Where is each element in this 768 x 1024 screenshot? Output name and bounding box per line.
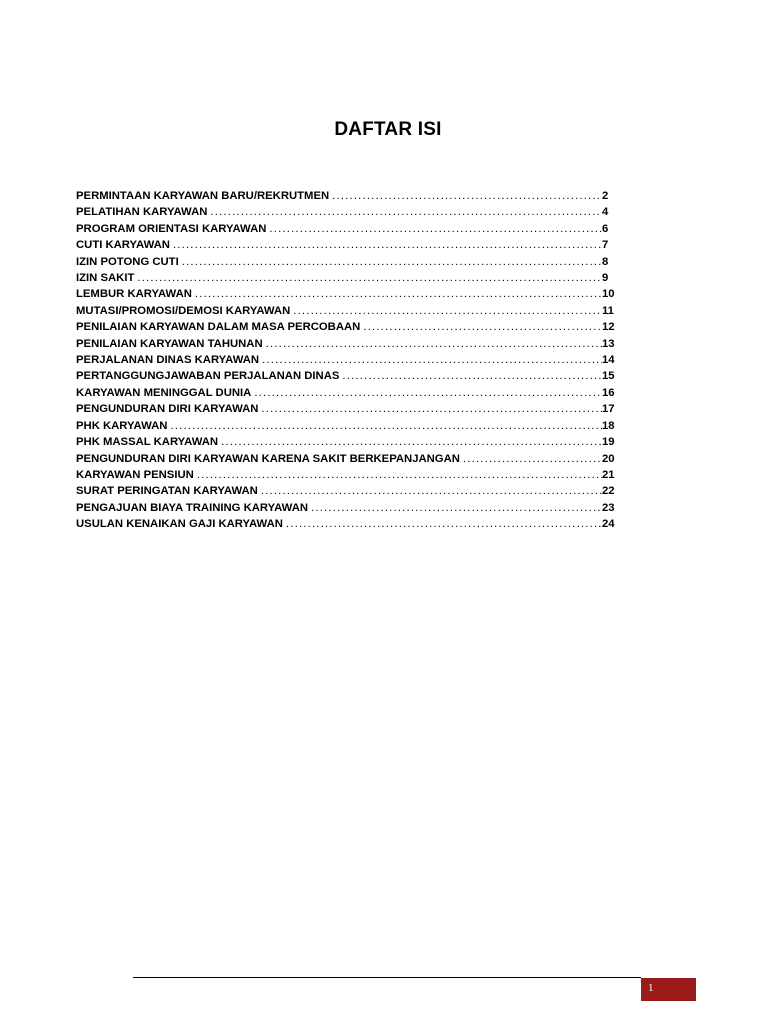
dot-leader <box>258 403 602 415</box>
toc-entry-label: PENGUNDURAN DIRI KARYAWAN <box>76 403 259 416</box>
toc-entry-page: 20 <box>602 452 615 465</box>
toc-entry-page: 18 <box>602 419 615 432</box>
page-title: DAFTAR ISI <box>334 119 442 140</box>
toc-entry-label: KARYAWAN PENSIUN <box>76 468 194 481</box>
toc-entry-label: PENGAJUAN BIAYA TRAINING KARYAWAN <box>76 501 309 514</box>
toc-entry-label: PENILAIAN KARYAWAN TAHUNAN <box>76 337 263 350</box>
toc-entry[interactable] <box>76 453 616 469</box>
toc-entry[interactable] <box>76 485 616 501</box>
toc-entry[interactable] <box>76 206 616 222</box>
dot-leader <box>360 321 602 333</box>
toc-entry-label: PENGUNDURAN DIRI KARYAWAN KARENA SAKIT BERKEPANJANGAN <box>76 452 460 465</box>
dot-leader <box>259 354 602 366</box>
toc-entry-label: PROGRAM ORIENTASI KARYAWAN <box>76 222 267 235</box>
toc-entry-label: PERJALANAN DINAS KARYAWAN <box>76 354 260 367</box>
toc-entry[interactable] <box>76 288 616 304</box>
toc-entry-label: IZIN POTONG CUTI <box>76 255 179 268</box>
toc-entry-label: KARYAWAN MENINGGAL DUNIA <box>76 386 252 399</box>
toc-entry-label: PERMINTAAN KARYAWAN BARU/REKRUTMEN <box>76 190 330 202</box>
toc-entry-page: 13 <box>602 337 615 350</box>
page-number-badge <box>641 978 696 1001</box>
toc-entry-page: 15 <box>602 370 615 383</box>
page-number: 1 <box>648 982 654 994</box>
dot-leader <box>290 305 602 317</box>
toc-entry-page: 4 <box>602 206 609 219</box>
toc-entry-label: SURAT PERINGATAN KARYAWAN <box>76 485 258 498</box>
toc-entry[interactable] <box>76 436 616 452</box>
toc-entry[interactable] <box>76 338 616 354</box>
toc-entry-page: 21 <box>602 468 615 481</box>
toc-entry-page: 10 <box>602 288 615 301</box>
dot-leader <box>167 420 602 432</box>
toc-entry[interactable] <box>76 321 616 337</box>
toc-entry[interactable] <box>76 354 616 370</box>
toc-entry[interactable] <box>76 223 616 239</box>
toc-entry-page: 7 <box>602 239 609 252</box>
toc-entry[interactable] <box>76 190 616 206</box>
toc-entry-page: 14 <box>602 354 615 367</box>
toc-entry-page: 16 <box>602 386 615 399</box>
toc-entry[interactable] <box>76 370 616 386</box>
toc-entry-page: 9 <box>602 272 609 285</box>
dot-leader <box>283 518 602 530</box>
dot-leader <box>192 288 602 300</box>
toc-entry-page: 17 <box>602 403 615 416</box>
toc-entry-page: 11 <box>602 304 614 317</box>
toc-entry[interactable] <box>76 469 616 485</box>
footer-divider <box>133 977 641 978</box>
toc-entry[interactable] <box>76 272 616 288</box>
toc-entry-label: PHK KARYAWAN <box>76 419 168 432</box>
dot-leader <box>339 370 602 382</box>
dot-leader <box>251 387 602 399</box>
toc-entry[interactable] <box>76 518 616 534</box>
toc-entry-label: LEMBUR KARYAWAN <box>76 288 192 301</box>
dot-leader <box>460 453 602 465</box>
dot-leader <box>266 223 602 235</box>
dot-leader <box>134 272 602 284</box>
dot-leader <box>308 502 602 514</box>
toc-entry-label: PERTANGGUNGJAWABAN PERJALANAN DINAS <box>76 370 340 383</box>
toc-entry[interactable] <box>76 256 616 272</box>
toc-entry-label: USULAN KENAIKAN GAJI KARYAWAN <box>76 518 283 531</box>
toc-entry-page: 19 <box>602 436 615 449</box>
toc-entry-label: MUTASI/PROMOSI/DEMOSI KARYAWAN <box>76 304 291 317</box>
toc-entry[interactable] <box>76 239 616 255</box>
toc-entry-label: PELATIHAN KARYAWAN <box>76 206 208 219</box>
dot-leader <box>170 239 602 251</box>
dot-leader <box>207 206 602 218</box>
toc-entry[interactable] <box>76 502 616 518</box>
toc-entry-label: IZIN SAKIT <box>76 272 135 285</box>
toc-entry[interactable] <box>76 420 616 436</box>
table-of-contents <box>76 190 616 535</box>
dot-leader <box>329 190 602 202</box>
toc-entry-page: 2 <box>602 190 609 202</box>
toc-entry-label: PHK MASSAL KARYAWAN <box>76 436 219 449</box>
dot-leader <box>218 436 602 448</box>
toc-entry-page: 8 <box>602 255 609 268</box>
dot-leader <box>194 469 602 481</box>
toc-entry-page: 23 <box>602 501 615 514</box>
toc-entry-page: 6 <box>602 222 609 235</box>
toc-entry-label: PENILAIAN KARYAWAN DALAM MASA PERCOBAAN <box>76 321 361 334</box>
toc-entry-page: 24 <box>602 518 615 531</box>
dot-leader <box>263 338 602 350</box>
toc-entry-page: 22 <box>602 485 615 498</box>
toc-entry[interactable] <box>76 387 616 403</box>
toc-entry-label: CUTI KARYAWAN <box>76 239 170 252</box>
toc-entry[interactable] <box>76 403 616 419</box>
dot-leader <box>179 256 602 268</box>
dot-leader <box>258 485 602 497</box>
toc-entry[interactable] <box>76 305 616 321</box>
toc-entry-page: 12 <box>602 321 615 334</box>
